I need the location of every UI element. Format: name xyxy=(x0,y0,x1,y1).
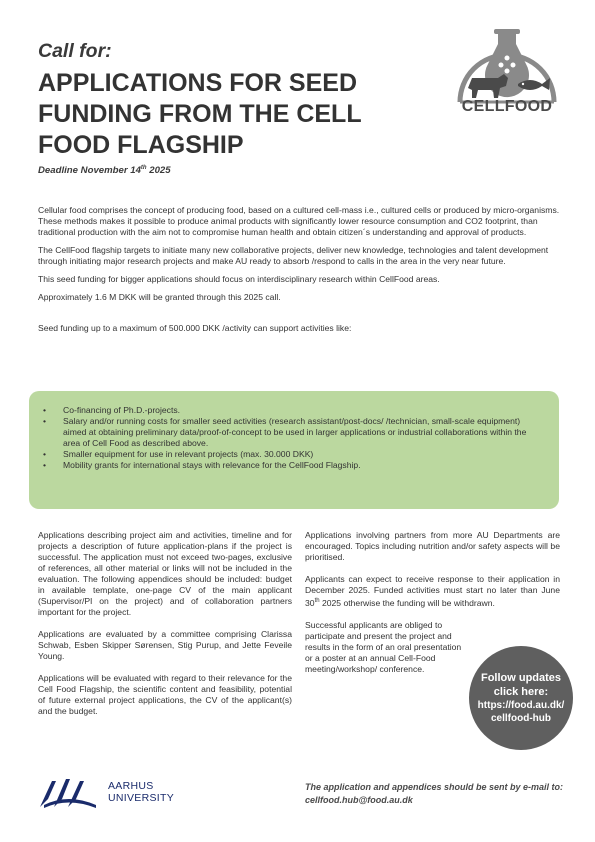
activities-box xyxy=(29,391,559,509)
title-line-1: APPLICATIONS FOR SEED xyxy=(38,69,358,97)
list-item: • Co-financing of Ph.D.-projects. xyxy=(43,405,181,415)
callout-url[interactable]: cellfood-hub xyxy=(491,713,551,724)
intro-paragraph: This seed funding for bigger applications should focus on interdisciplinary research within CellFood areas. xyxy=(38,274,440,284)
intro-section xyxy=(38,205,560,341)
application-requirements: Applications describing project aim and activities, timeline and for projects a description of future application-plans if the project is successful. The application must not exceed two-pages, exclusive of references, all other material or links will not be included in the evaluation. The following appendices should be included: budget in available template, one-page CV of the main applicant (Supervisor/PI on the project) and of collaboration partners important for the project. xyxy=(38,530,292,617)
presentation-obligation: Successful applicants are obliged to participate and present the project and results in the form of an oral presentation or a poster at an annual Cell-Food meeting/workshop/ conference. xyxy=(305,619,462,674)
partners-info: Applications involving partners from more AU Departments are encouraged. Topics including nutrition and/or safety aspects will be prioritised. xyxy=(305,530,560,562)
list-item: • Mobility grants for international stays with relevance for the CellFood Flagship. xyxy=(43,460,361,470)
bullet-icon: • xyxy=(43,416,47,426)
left-column xyxy=(38,530,292,728)
deadline: Deadline November 14th 2025 xyxy=(38,165,171,177)
list-item: • Smaller equipment for use in relevant projects (max. 30.000 DKK) xyxy=(43,449,314,459)
bullet-icon: • xyxy=(43,449,47,459)
follow-updates-link[interactable] xyxy=(469,646,573,750)
activities-list xyxy=(29,391,559,471)
bullet-icon: • xyxy=(43,460,47,470)
intro-paragraph: Cellular food comprises the concept of producing food, based on a cultured cell-mass i.e., cultured cells or produced by micro-organisms. These methods makes it possible to produce animal products with significantly lower resource consumption and CO2 footprint, than traditional production with the aim not to compromise human health and obtain citizen´s understanding and approval of products. xyxy=(38,205,560,237)
page-title xyxy=(38,68,438,161)
activities-lead: Seed funding up to a maximum of 500.000 DKK /activity can support activities like: xyxy=(38,323,352,333)
callout-url[interactable]: https://food.au.dk/ xyxy=(477,700,565,711)
response-timeline: Applicants can expect to receive response to their application in December 2025. Funded activities must start no later than June 30th 2025 otherwise the funding will be withdrawn. xyxy=(305,574,560,608)
intro-paragraph: Approximately 1.6 M DKK will be granted through this 2025 call. xyxy=(38,292,281,302)
call-for-label: Call for: xyxy=(38,40,112,62)
aarhus-university-logo-icon xyxy=(38,775,98,809)
callout-line: click here: xyxy=(493,686,549,698)
cellfood-logo-text: CELLFOOD xyxy=(461,98,553,115)
title-line-3: FOOD FLAGSHIP xyxy=(38,131,244,159)
evaluation-criteria: Applications will be evaluated with regard to their relevance for the Cell Food Flagship, the scientific content and feasibility, potential of future external project applications, the CV of the applicant(s) and the budget. xyxy=(38,673,292,716)
university-name: AARHUS UNIVERSITY xyxy=(108,780,175,804)
title-line-2: FUNDING FROM THE CELL xyxy=(38,100,362,128)
submission-instructions: The application and appendices should be sent by e-mail to: cellfood.hub@food.au.dk xyxy=(305,782,564,805)
committee-info: Applications are evaluated by a committee comprising Clarissa Schwab, Esben Skipper Sørensen, Stig Purup, and Jette Feveile Young. xyxy=(38,629,292,661)
bullet-icon: • xyxy=(43,405,47,415)
list-item: • Salary and/or running costs for smaller seed activities (research assistant/post-docs/ /technician, small-scale equipment) aimed at obtaining preliminary data/proof-of-concept to be used in larger applications or industrial collaborations within the area of Cell Food as described above. xyxy=(43,416,527,448)
callout-line: Follow updates xyxy=(480,672,562,684)
intro-paragraph: The CellFood flagship targets to initiate many new collaborative projects, deliver new knowledge, technologies and talent development through initiating major research projects and make AU ready to absorb /respond to calls in the area in the very near future. xyxy=(38,245,549,266)
